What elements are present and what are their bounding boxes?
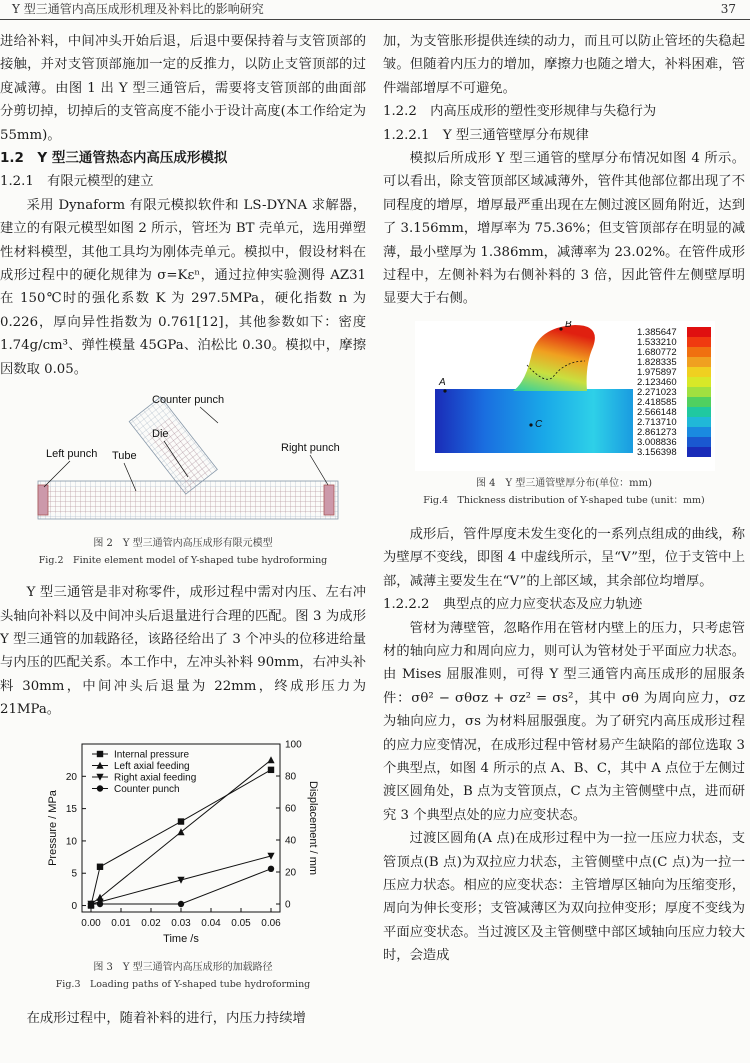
legend-swatch	[687, 397, 711, 407]
legend-value: 1.385647	[637, 326, 677, 338]
legend-value: 2.713710	[637, 416, 677, 428]
x-tick-label: 0.05	[231, 917, 251, 929]
y-right-tick-label: 40	[285, 835, 297, 847]
y-right-tick-label: 100	[285, 739, 302, 751]
legend-swatch	[687, 427, 711, 437]
figure-3-caption-cn: 图 3 Y 型三通管内高压成形的加载路径	[93, 961, 273, 973]
y-right-axis-label: Displacement / mm	[307, 780, 319, 875]
y-left-axis-label: Pressure / MPa	[47, 789, 59, 866]
legend-value: 2.418585	[637, 396, 677, 408]
right-paragraph-3: 成形后，管件厚度未发生变化的一系列点组成的曲线，称为壁厚不变线，即图 4 中虚线所示，呈“V”型，位于支管中上部，减薄主要发生在“V”的上部区域，其余部位均增厚。	[383, 526, 745, 589]
series-point-0	[178, 818, 184, 824]
figure-3-caption-en: Fig.3 Loading paths of Y-shaped tube hydroforming	[55, 978, 311, 990]
thickness-contour	[415, 321, 715, 471]
legend-value: 2.123460	[637, 376, 677, 388]
series-point-1	[267, 756, 274, 763]
legend-value: 1.975897	[637, 366, 677, 378]
y-right-tick-label: 20	[285, 867, 297, 879]
fe-model-diagram	[0, 391, 366, 535]
page-number: 37	[720, 2, 736, 16]
point-c-label: C	[535, 418, 543, 430]
legend-swatch	[687, 367, 711, 377]
legend-marker-0	[97, 750, 103, 756]
legend-swatch	[687, 377, 711, 387]
right-column	[383, 30, 745, 968]
left-column	[0, 30, 366, 1030]
left-paragraph-3: Y 型三通管是非对称零件，成形过程中需对内压、左右冲头轴向补料以及中间冲头后退量进行合理的匹配。图 3 为成形 Y 型三通管的加载路径，该路径给出了 3 个冲头的位移进给量与内压的匹配关系。本工作中，左冲头补料 90mm，右冲头补料 30mm，中间冲头后退量为 22mm，终成形压力为 21MPa。	[0, 585, 366, 718]
left-punch	[38, 485, 48, 515]
legend-swatch	[687, 437, 711, 447]
y-right-tick-label: 0	[285, 899, 291, 911]
tube-label: Tube	[112, 450, 137, 463]
left-punch-label: Left punch	[46, 448, 98, 461]
section-heading-1-2-2-2: 1.2.2.2 典型点的应力应变状态及应力轨迹	[383, 597, 643, 613]
series-point-0	[268, 766, 274, 772]
legend-swatch	[687, 407, 711, 417]
x-tick-label: 0.00	[81, 917, 101, 929]
legend-value: 2.271023	[637, 386, 677, 398]
legend-swatch	[687, 327, 711, 337]
series-point-0	[97, 863, 103, 869]
figure-3-loading-chart	[0, 734, 366, 959]
figure-4-caption-en: Fig.4 Thickness distribution of Y-shaped tube (unit：mm)	[423, 494, 705, 506]
legend-swatch	[687, 337, 711, 347]
x-axis-label: Time /s	[163, 932, 199, 945]
legend-value: 2.861273	[637, 426, 677, 438]
y-left-tick-label: 10	[65, 835, 77, 847]
loading-path-chart	[0, 734, 366, 959]
x-tick-label: 0.01	[111, 917, 131, 929]
series-point-3	[268, 865, 274, 871]
series-point-3	[88, 900, 94, 906]
point-a-label: A	[439, 376, 446, 388]
legend-value: 1.533210	[637, 336, 677, 348]
figure-2-caption-cn: 图 2 Y 型三通管内高压成形有限元模型	[93, 538, 273, 550]
right-paragraph-1: 加，为支管胀形提供连续的动力，而且可以防止管坯的失稳起皱。但随着内压力的增加，摩擦力也随之增大，补料困难，管件端部增厚不可避免。	[383, 34, 745, 96]
legend-swatch	[687, 347, 711, 357]
right-punch	[324, 485, 334, 515]
legend-value: 1.680772	[637, 346, 677, 358]
right-paragraph-5: 过渡区圆角(A 点)在成形过程中为一拉一压应力状态，支管顶点(B 点)为双拉应力状态，主管侧壁中点(C 点)为一拉一压应力状态。相应的应变状态：主管增厚区轴向为压缩变形，周向为伸长变形；支管减薄区为双向拉伸变形；厚度不变线为平面应变状态。当过渡区及主管侧壁中部区域轴向压应力较大时，会造成	[383, 831, 745, 964]
figure-4-caption-cn: 图 4 Y 型三通管壁厚分布(单位：mm)	[475, 477, 653, 489]
y-right-tick-label: 80	[285, 771, 297, 783]
y-left-tick-label: 15	[65, 803, 77, 815]
header-rule	[0, 19, 750, 20]
legend-value: 3.008836	[637, 436, 677, 448]
series-point-3	[178, 900, 184, 906]
legend-value: 1.828335	[637, 356, 677, 368]
section-heading-1-2-2: 1.2.2 内高压成形的塑性变形规律与失稳行为	[383, 104, 657, 120]
y-left-tick-label: 0	[71, 900, 77, 912]
right-paragraph-2: 模拟后所成形 Y 型三通管的壁厚分布情况如图 4 所示。可以看出，除支管顶部区域减薄外，管件其他部位都出现了不同程度的增厚，增厚最严重出现在左侧过渡区圆角附近，达到了 3.156mm，增厚率为 75.36%；但支管顶部存在明显的减薄，最小壁厚为 1.386mm，减薄率为 23.02%。在管件成形过程中，左侧补料为右侧补料的 3 倍，因此管件左侧壁厚明显要大于右侧。	[383, 151, 745, 307]
legend-value: 3.156398	[637, 446, 677, 458]
right-punch-label: Right punch	[281, 442, 340, 455]
section-heading-1-2-2-1: 1.2.2.1 Y 型三通管壁厚分布规律	[383, 127, 589, 143]
counter-punch-label: Counter punch	[152, 394, 225, 407]
legend-label-1: Left axial feeding	[114, 760, 190, 772]
left-paragraph-1: 进给补料，中间冲头开始后退，后退中要保持着与支管顶部的接触，并对支管顶部施加一定的反推力，以防止支管顶部的过度减薄。由图 1 出 Y 型三通管后，需要将支管顶部的曲面部分剪切掉，切掉后的支管高度不能小于设计高度(本工作给定为 55mm)。	[0, 34, 366, 143]
series-line-3	[91, 868, 271, 903]
running-title: Y 型三通管内高压成形机理及补料比的影响研究	[12, 2, 264, 16]
y-right-tick-label: 60	[285, 803, 297, 815]
section-heading-1-2-1: 1.2.1 有限元模型的建立	[0, 174, 154, 190]
legend-label-2: Right axial feeding	[114, 772, 197, 784]
legend-swatch	[687, 447, 711, 457]
y-left-tick-label: 20	[65, 771, 77, 783]
right-paragraph-4: 管材为薄壁管，忽略作用在管材内壁上的压力，只考虑管材的轴向应力和周向应力，则可认为管材处于平面应力状态。由 Mises 屈服准则，可得 Y 型三通管内高压成形的屈服条件：σθ² − σθσz + σz² = σs²，其中 σθ 为周向应力，σz 为轴向应力，σs 为材料屈服强度。为了研究内高压成形过程的应力应变情况，在成形过程中管材易产生缺陷的部位选取 3 个典型点，如图 4 所示的点 A、B、C，其中 A 点位于左侧过渡区圆角处，B 点为支管顶点，C 点为主管侧壁中点，进而研究 3 个典型点处的应力应变状态。	[383, 620, 745, 823]
legend-swatch	[687, 417, 711, 427]
legend-swatch	[687, 357, 711, 367]
legend-marker-3	[97, 785, 103, 791]
legend-swatch	[687, 387, 711, 397]
point-b-label: B	[565, 320, 572, 330]
x-tick-label: 0.02	[141, 917, 161, 929]
figure-4-thickness-map	[415, 321, 715, 471]
left-paragraph-4: 在成形过程中，随着补料的进行，内压力持续增	[26, 1010, 306, 1026]
figure-2-fe-model	[0, 391, 366, 535]
x-tick-label: 0.03	[171, 917, 191, 929]
section-heading-1-2: 1.2 Y 型三通管热态内高压成形模拟	[0, 150, 228, 167]
legend-label-3: Counter punch	[114, 783, 180, 795]
legend-label-0: Internal pressure	[114, 749, 190, 761]
x-tick-label: 0.04	[201, 917, 221, 929]
x-tick-label: 0.06	[261, 917, 281, 929]
series-point-3	[97, 900, 103, 906]
running-header	[12, 0, 736, 18]
left-paragraph-2: 采用 Dynaform 有限元模拟软件和 LS-DYNA 求解器，建立的有限元模型如图 2 所示，管坯为 BT 壳单元，选用弹塑性材料模型，其他工具均为刚体壳单元。模拟中，假设材料在成形过程中的硬化规律为 σ=Kεⁿ，通过拉伸实验测得 AZ31 在 150℃时的强化系数 K 为 297.5MPa，硬化指数 n 为 0.226，厚向异性指数为 0.761[12]，其他参数如下：密度 1.74g/cm³、弹性模量 45GPa、泊松比 0.30。模拟中，摩擦因数取 0.05。	[0, 197, 366, 377]
legend-value: 2.566148	[637, 406, 677, 418]
main-tube-body	[435, 389, 633, 453]
y-left-tick-label: 5	[71, 868, 77, 880]
die-label: Die	[152, 428, 169, 441]
series-point-1	[177, 828, 184, 835]
figure-2-caption-en: Fig.2 Finite element model of Y-shaped tube hydroforming	[38, 555, 328, 567]
